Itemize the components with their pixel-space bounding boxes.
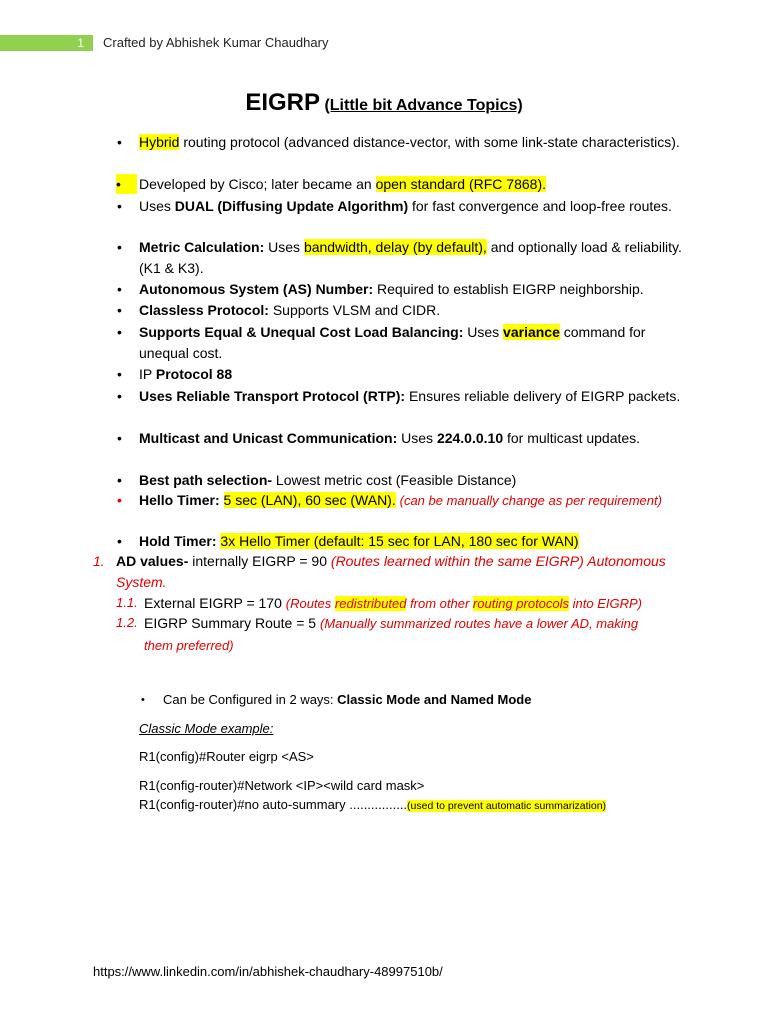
list-number: 1.2. xyxy=(116,615,138,630)
bullet-marker: • xyxy=(117,324,122,340)
bullet-marker: • xyxy=(117,430,122,446)
list-item: Supports Equal & Unequal Cost Load Balancing: Uses variance command for unequal cost. xyxy=(139,324,646,361)
list-item: IP Protocol 88 xyxy=(139,366,233,382)
config-line: R1(config-router)#Network <IP><wild card mask> xyxy=(139,778,425,793)
ad-subitem: EIGRP Summary Route = 5 (Manually summarized routes have a lower AD, making them preferred) xyxy=(144,615,639,653)
config-line: R1(config-router)#no auto-summary ................(used to prevent automatic summarization) xyxy=(139,797,607,812)
bullet-marker: • xyxy=(117,239,122,255)
config-modes-item: Can be Configured in 2 ways: Classic Mode and Named Mode xyxy=(163,692,532,707)
list-item: Developed by Cisco; later became an open standard (RFC 7868). xyxy=(139,176,547,192)
bullet-marker: • xyxy=(117,533,122,549)
list-item: Best path selection- Lowest metric cost (Feasible Distance) xyxy=(139,472,517,488)
ad-values-item: AD values- internally EIGRP = 90 (Routes learned within the same EIGRP) Autonomous System. xyxy=(116,553,666,590)
title-sub: (Little bit Advance Topics) xyxy=(324,97,523,114)
header-author: Crafted by Abhishek Kumar Chaudhary xyxy=(103,35,329,50)
config-line: R1(config)#Router eigrp <AS> xyxy=(139,749,314,764)
list-item: Metric Calculation: Uses bandwidth, delay (by default), and optionally load & reliability. (K1 & K3). xyxy=(139,239,682,276)
bullet-marker: • xyxy=(117,281,122,297)
bullet-marker: • xyxy=(141,694,145,706)
example-label: Classic Mode example: xyxy=(139,721,274,736)
bullet-marker: • xyxy=(117,388,122,404)
bullet-marker: • xyxy=(117,492,122,508)
list-number: 1.1. xyxy=(116,595,138,610)
list-item: Multicast and Unicast Communication: Uses 224.0.0.10 for multicast updates. xyxy=(139,430,641,446)
footer-url: https://www.linkedin.com/in/abhishek-chaudhary-48997510b/ xyxy=(93,964,443,979)
page-number: 1 xyxy=(77,36,84,50)
list-item: Uses Reliable Transport Protocol (RTP): Ensures reliable delivery of EIGRP packets. xyxy=(139,388,681,404)
page-title xyxy=(0,89,768,117)
list-item: Hybrid routing protocol (advanced distance-vector, with some link-state characteristics). xyxy=(139,134,680,150)
list-item: Uses DUAL (Diffusing Update Algorithm) for fast convergence and loop-free routes. xyxy=(139,198,672,214)
bullet-marker: • xyxy=(117,366,122,382)
list-item: Hello Timer: 5 sec (LAN), 60 sec (WAN). (can be manually change as per requirement) xyxy=(139,492,662,508)
bullet-marker: • xyxy=(117,472,122,488)
bullet-marker: • xyxy=(117,134,122,150)
list-item: Hold Timer: 3x Hello Timer (default: 15 sec for LAN, 180 sec for WAN) xyxy=(139,533,579,549)
ad-subitem: External EIGRP = 170 (Routes redistributed from other routing protocols into EIGRP) xyxy=(144,595,643,611)
bullet-marker: • xyxy=(117,198,122,214)
list-item: Autonomous System (AS) Number: Required to establish EIGRP neighborship. xyxy=(139,281,644,297)
title-main: EIGRP xyxy=(245,89,320,116)
list-item: Classless Protocol: Supports VLSM and CIDR. xyxy=(139,302,441,318)
bullet-marker: • xyxy=(117,302,122,318)
bullet-marker: • xyxy=(116,174,137,194)
list-number: 1. xyxy=(93,553,105,569)
